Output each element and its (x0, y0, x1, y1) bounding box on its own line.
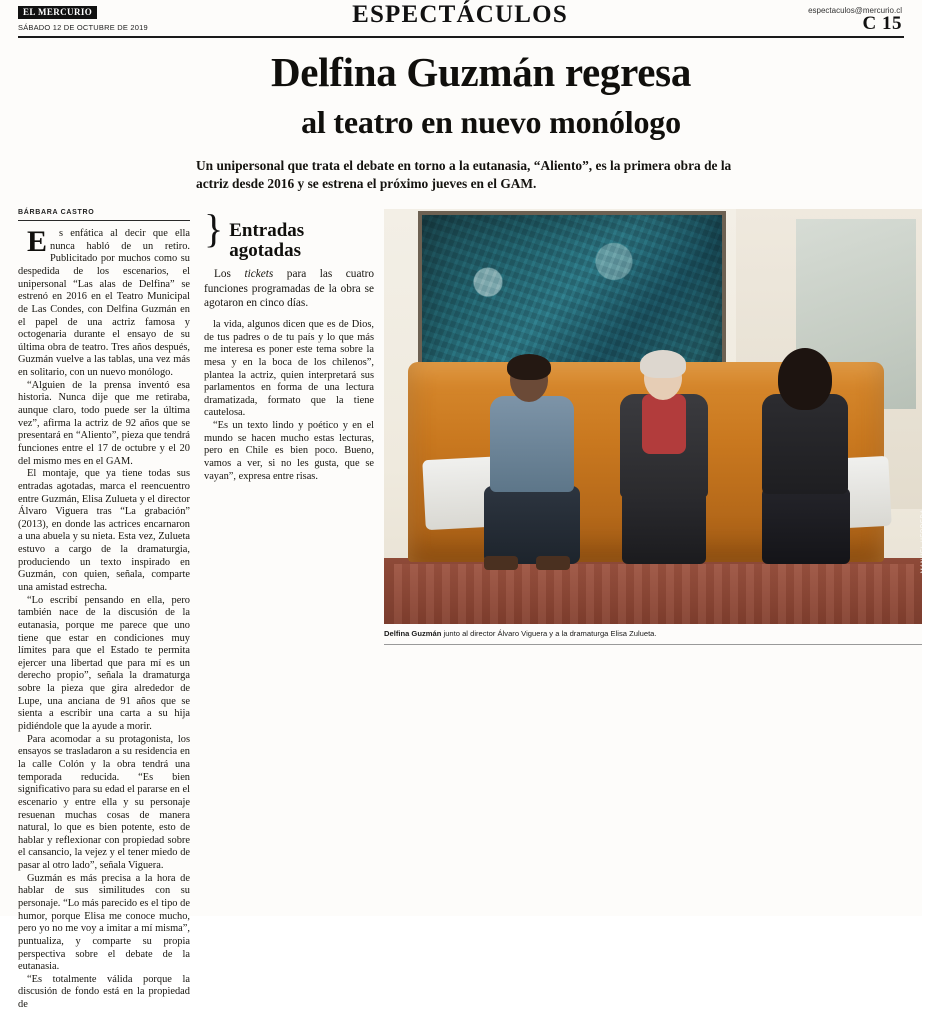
paragraph: Guzmán es más precisa a la hora de hablar de sus similitudes con su personaje. “Lo más parecido es el tipo de humor, porque Elisa me conoce mucho, pero yo no me voy a imitar a mí misma”, puntualiza, y comparte su propia perspectiva sobre el debate de la eutanasia. (18, 872, 190, 973)
paragraph (18, 225, 190, 380)
lead-part-b: para las cuatro funciones programadas de la obra se agotaron en cinco días. (204, 267, 375, 310)
paragraph: “Es un texto lindo y poético y en el mundo se hacen mucho estas lecturas, pero en Chile es bien poco. Bueno, vamos a ver, si no les gusta, que se vayan”, expresa entre risas. (204, 420, 374, 482)
paragraph: El montaje, que ya tiene todas sus entradas agotadas, marca el reencuentro entre Guzmán, Elisa Zulueta y el director Álvaro Viguera tras “La grabación” (2013), en donde las actrices encarnaron a una abuela y su nieta. Esta vez, Zulueta estuvo a cargo de la dramaturgia, produciendo un texto inspirado en Guzmán, con quien, señala, comparte una amistad estrecha. (18, 468, 190, 593)
column-2-lower (204, 319, 374, 483)
subhead-lead (204, 267, 374, 311)
masthead-left (18, 2, 218, 32)
legs (762, 488, 850, 564)
headline-block (18, 38, 904, 197)
masthead-right (702, 2, 904, 35)
drop-cap: E (27, 225, 48, 259)
photo-credit: MANUEL HERRERA (921, 509, 927, 574)
hair (640, 350, 686, 378)
shoe (536, 556, 570, 570)
shoe (484, 556, 518, 570)
scarf (642, 394, 686, 454)
edition-date: SÁBADO 12 DE OCTUBRE DE 2019 (18, 23, 148, 32)
column-1 (18, 209, 202, 1012)
hair (778, 348, 832, 410)
lead-part-a: Los (214, 267, 245, 280)
byline: BÁRBARA CASTRO (18, 209, 190, 221)
paragraph: la vida, algunos dicen que es de Dios, de tus padres o de tu país y lo que más me interesa es poner este tema sobre la mesa y en la boca de los chilenos”, plantea la actriz, quien interpretará sus parlamentos en forma de una lectura dramatizada, formato que la tiene cautelosa. (204, 318, 374, 419)
person-director (476, 354, 584, 564)
paragraph: “Alguien de la prensa inventó esa historia. Nunca dije que me retiraba, aunque claro, todo puede ser la última vez”, afirma la actriz de 92 años que se presentará en “Aliento”, pieza que tendrá funciones entre el 17 de octubre y el 20 del mismo mes en el GAM. (18, 379, 190, 467)
person-playwright (752, 348, 858, 564)
section-email: espectaculos@mercurio.cl (808, 6, 902, 15)
legs (622, 492, 706, 564)
column-2 (202, 206, 386, 1012)
page-number: C 15 (862, 13, 902, 34)
paragraph-text: s enfática al decir que ella nunca habló de un retiro. Publicitado por muchos como su despedida de los escenarios, el unipersonal “Las alas de Delfina” se estrenó en 2016 en el Teatro Municipal de Las Condes, con Delfina Guzmán en el papel de una actriz famosa y octogenaria durante el ensayo de su última obra de teatro. Tres años después, Guzmán vuelve a las tablas, una vez más en solitario, con un nuevo monólogo. (18, 228, 190, 379)
headline-line-2: al teatro en nuevo monólogo (301, 103, 681, 140)
subhead-title: Entradas agotadas (229, 220, 305, 261)
paragraph: “Es totalmente válida porque la discusión de fondo está en la propiedad de (18, 973, 190, 1011)
rug (394, 564, 914, 624)
article-photo (384, 209, 927, 624)
torso (490, 396, 574, 492)
photo-caption (384, 629, 922, 645)
section-title: ESPECTÁCULOS (352, 1, 568, 28)
subhead-block (204, 206, 374, 261)
headline-line-1: Delfina Guzmán regresa (270, 49, 692, 95)
paragraph: Para acomodar a su protagonista, los ensayos se trasladaron a su residencia en la calle Colón y la obra tendrá una temporada reducida. “Es bien significativo para su edad el pararse en el escenario y entre ella y su personaje resuenan muchas cosas de manera natural, lo que es bien potente, esto de hablar y reflexionar con propiedad sobre el cansancio, la vejez y el tener miedo de pasar al otro lado”, señala Viguera. (18, 733, 190, 872)
caption-rest: junto al director Álvaro Viguera y a la dramaturga Elisa Zulueta. (441, 629, 657, 639)
standfirst: Un unipersonal que trata el debate en torno a la eutanasia, “Aliento”, es la primera obra de la actriz desde 2016 y se estrena el próximo jueves en el GAM. (196, 157, 732, 191)
masthead (18, 0, 904, 38)
person-actress (612, 350, 716, 564)
lead-italic: tickets (244, 267, 274, 280)
legs (484, 486, 580, 564)
article-body (18, 206, 927, 1012)
newspaper-logo: EL MERCURIO (18, 6, 97, 19)
paragraph: “Lo escribí pensando en ella, pero también nace de la discusión de la eutanasia, porque me parece que uno tiene que estar en condiciones muy límites para que el Estado te permita ejercer una libertad que para mí es un derecho propio”, señala la dramaturga sobre la pieza que gira alrededor de Lupe, una anciana de 91 años que se sienta a escribir una carta a su hija pidiéndole que la ayude a morir. (18, 594, 190, 733)
masthead-center (218, 2, 702, 28)
caption-lead: Delfina Guzmán (384, 629, 442, 639)
photo-block (384, 209, 927, 645)
hair (507, 354, 551, 380)
brace-ornament: } (204, 206, 224, 252)
